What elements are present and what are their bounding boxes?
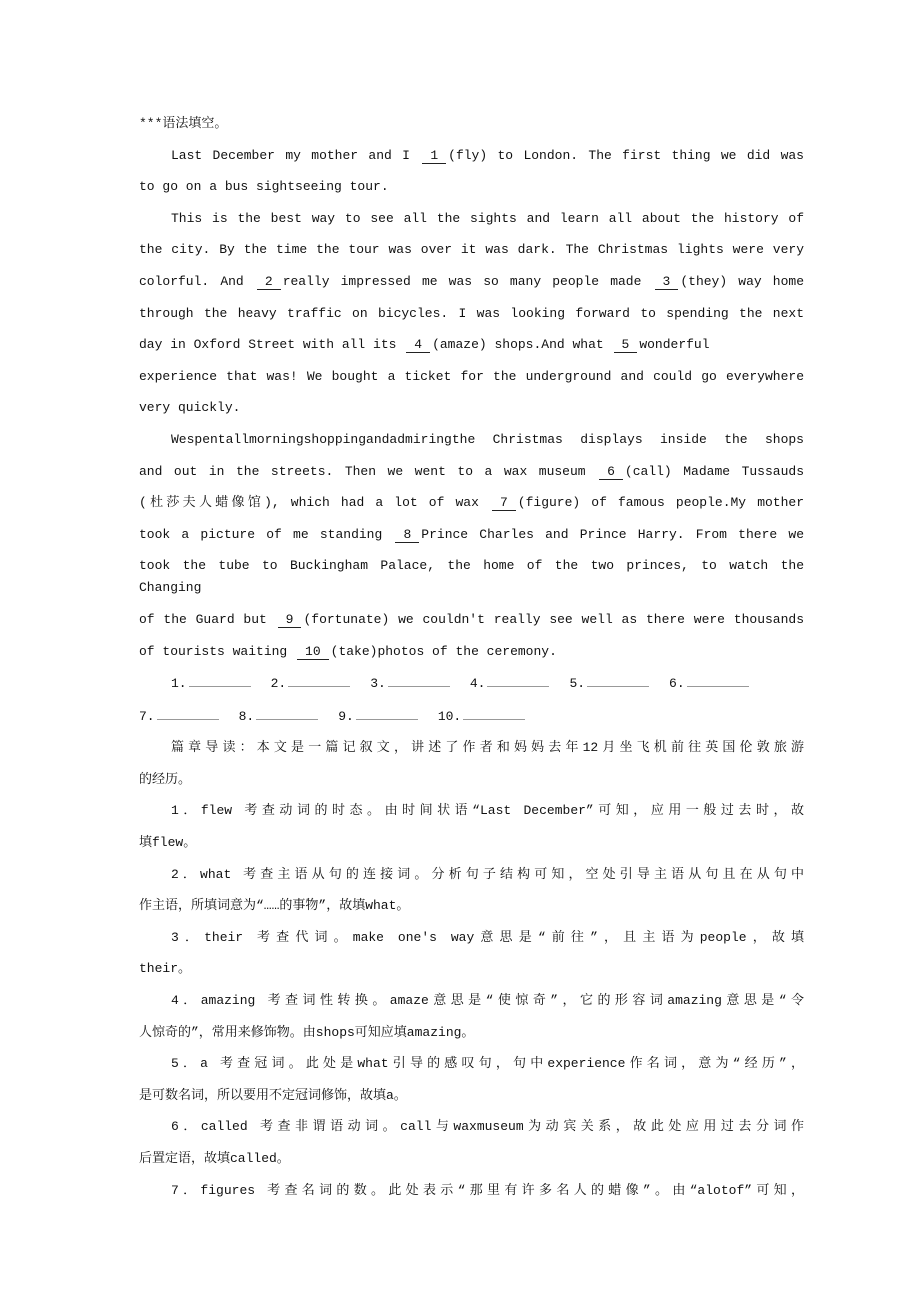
text-segment: ***语法填空。 xyxy=(139,116,228,131)
answer-number: 4. xyxy=(469,676,486,692)
answer-line[interactable] xyxy=(463,705,525,720)
text-line xyxy=(139,555,804,609)
text-line xyxy=(139,958,804,990)
blank-4: 4 xyxy=(406,337,430,353)
document xyxy=(139,113,804,1211)
text-line xyxy=(139,1116,804,1148)
text-segment: 7．figures 考查名词的数。此处表示“那里有许多名人的蜡像”。由“alotof”可知， xyxy=(171,1182,804,1198)
text-segment: (amaze) shops.And what xyxy=(432,337,612,353)
answer-blank[interactable] xyxy=(669,672,749,695)
answer-line[interactable] xyxy=(388,672,450,687)
blank-10: 10 xyxy=(297,644,329,660)
answer-line[interactable] xyxy=(256,705,318,720)
text-line xyxy=(139,176,804,208)
text-segment: 篇章导读：本文是一篇记叙文，讲述了作者和妈妈去年12月坐飞机前往英国伦敦旅游 xyxy=(171,740,804,756)
text-segment: 填flew。 xyxy=(139,835,197,851)
text-segment: of the Guard but xyxy=(139,611,276,627)
text-segment: (fortunate) we couldn't really see well as there were thousands xyxy=(303,611,805,627)
text-segment: This is the best way to see all the sights and learn all about the history of xyxy=(171,210,804,226)
text-segment: 2．what 考查主语从句的连接词。分析句子结构可知，空处引导主语从句且在从句中 xyxy=(171,866,804,882)
text-line xyxy=(139,609,804,641)
text-line xyxy=(139,990,804,1022)
text-segment: 5．a 考查冠词。此处是what引导的感叹句，句中experience作名词，意为“经历”， xyxy=(171,1056,804,1072)
text-segment: 的经历。 xyxy=(139,771,192,787)
text-line xyxy=(139,1053,804,1085)
text-line xyxy=(139,1180,804,1212)
blank-1: 1 xyxy=(422,148,446,164)
text-line xyxy=(139,429,804,461)
text-line xyxy=(139,1085,804,1117)
text-segment: 1．flew 考查动词的时态。由时间状语“Last December”可知，应用一般过去时，故 xyxy=(171,803,804,819)
text-line xyxy=(139,864,804,896)
text-segment: Prince Charles and Prince Harry. From there we xyxy=(421,526,804,542)
answer-blank[interactable] xyxy=(438,705,525,728)
answer-blank[interactable] xyxy=(370,672,450,695)
answer-number: 9. xyxy=(338,708,354,724)
text-line xyxy=(139,461,804,493)
text-segment: wonderful xyxy=(639,337,710,353)
answer-number: 8. xyxy=(238,708,255,724)
answer-line[interactable] xyxy=(356,705,418,720)
text-line xyxy=(139,239,804,271)
blank-6: 6 xyxy=(599,464,623,480)
text-line xyxy=(139,524,804,556)
text-segment: really impressed me was so many people made xyxy=(282,273,653,289)
text-segment: (call) Madame Tussauds xyxy=(624,463,804,479)
text-line xyxy=(139,271,804,303)
answer-blank[interactable] xyxy=(139,705,219,728)
text-segment: Wespentallmorningshoppingandadmiringthe Christmas displays inside the shops xyxy=(171,431,804,447)
answer-line[interactable] xyxy=(487,672,549,687)
text-segment: to go on a bus sightseeing tour. xyxy=(139,179,389,195)
text-segment: experience that was! We bought a ticket for the underground and could go everywhere xyxy=(139,368,804,384)
answer-line[interactable] xyxy=(157,705,219,720)
text-segment: (fly) to London. The first thing we did was xyxy=(448,147,804,163)
explanations xyxy=(139,737,804,1211)
answer-number: 2. xyxy=(270,676,287,692)
answer-line[interactable] xyxy=(587,672,649,687)
text-line xyxy=(139,895,804,927)
answer-number: 5. xyxy=(569,676,586,692)
passage xyxy=(139,113,804,672)
answer-number: 6. xyxy=(669,676,685,692)
text-segment: 6．called 考查非谓语动词。call与waxmuseum为动宾关系，故此处应用过去分词作 xyxy=(171,1119,804,1135)
text-segment: (take)photos of the ceremony. xyxy=(330,643,557,659)
answer-line[interactable] xyxy=(189,672,251,687)
answer-number: 10. xyxy=(437,708,462,724)
blank-7: 7 xyxy=(492,495,516,511)
blank-9: 9 xyxy=(278,612,302,628)
text-segment: very quickly. xyxy=(139,400,241,416)
text-segment: 作主语，所填词意为“……的事物”，故填what。 xyxy=(139,898,410,914)
answer-row-2 xyxy=(139,705,804,738)
answer-line[interactable] xyxy=(687,672,749,687)
text-line xyxy=(139,832,804,864)
blank-3: 3 xyxy=(655,274,679,290)
text-segment: the city. By the time the tour was over it was dark. The Christmas lights were very xyxy=(139,242,804,258)
text-line xyxy=(139,492,804,524)
text-line xyxy=(139,208,804,240)
answer-blank[interactable] xyxy=(569,672,649,695)
text-line xyxy=(139,334,804,366)
answer-blank[interactable] xyxy=(239,705,319,728)
text-line xyxy=(139,303,804,335)
text-line xyxy=(139,641,804,673)
answer-line[interactable] xyxy=(288,672,350,687)
answer-number: 7. xyxy=(139,708,155,724)
answer-blank[interactable] xyxy=(470,672,550,695)
text-segment: Last December my mother and I xyxy=(171,147,421,163)
text-segment: took the tube to Buckingham Palace, the home of the two princes, to watch the Changing xyxy=(139,558,804,596)
text-segment: 3．their 考查代词。make one's way意思是“前往”，且主语为people，故填 xyxy=(171,929,804,945)
text-line xyxy=(139,800,804,832)
text-segment: of tourists waiting xyxy=(139,643,296,659)
text-line xyxy=(139,113,804,145)
text-segment: 人惊奇的”，常用来修饰物。由shops可知应填amazing。 xyxy=(139,1024,475,1040)
text-segment: took a picture of me standing xyxy=(139,526,394,542)
text-segment: through the heavy traffic on bicycles. I was looking forward to spending the next xyxy=(139,305,804,321)
answer-row-1 xyxy=(139,672,804,705)
text-line xyxy=(139,927,804,959)
answer-blank[interactable] xyxy=(338,705,418,728)
answer-blank[interactable] xyxy=(271,672,351,695)
text-line xyxy=(139,737,804,769)
text-segment: (they) way home xyxy=(680,273,805,289)
text-segment: (figure) of famous people.My mother xyxy=(517,495,804,511)
text-segment: and out in the streets. Then we went to a wax museum xyxy=(139,463,598,479)
blank-8: 8 xyxy=(395,527,419,543)
text-segment: (杜莎夫人蜡像馆), which had a lot of wax xyxy=(139,495,490,511)
answer-number: 3. xyxy=(370,676,386,692)
answer-number: 1. xyxy=(171,676,187,692)
text-segment: 后置定语，故填called。 xyxy=(139,1151,290,1166)
text-segment: 是可数名词，所以要用不定冠词修饰，故填a。 xyxy=(139,1087,407,1103)
text-segment: colorful. And xyxy=(139,273,255,289)
blank-5: 5 xyxy=(614,337,638,353)
text-line xyxy=(139,769,804,801)
text-line xyxy=(139,1148,804,1180)
text-segment: their。 xyxy=(139,961,192,977)
text-line xyxy=(139,1022,804,1054)
text-segment: day in Oxford Street with all its xyxy=(139,337,405,353)
text-line xyxy=(139,145,804,177)
text-line xyxy=(139,366,804,398)
blank-2: 2 xyxy=(257,274,281,290)
text-segment: 4．amazing 考查词性转换。amaze意思是“使惊奇”，它的形容词amazing意思是“令 xyxy=(171,993,804,1009)
answer-blank[interactable] xyxy=(171,672,251,695)
text-line xyxy=(139,397,804,429)
